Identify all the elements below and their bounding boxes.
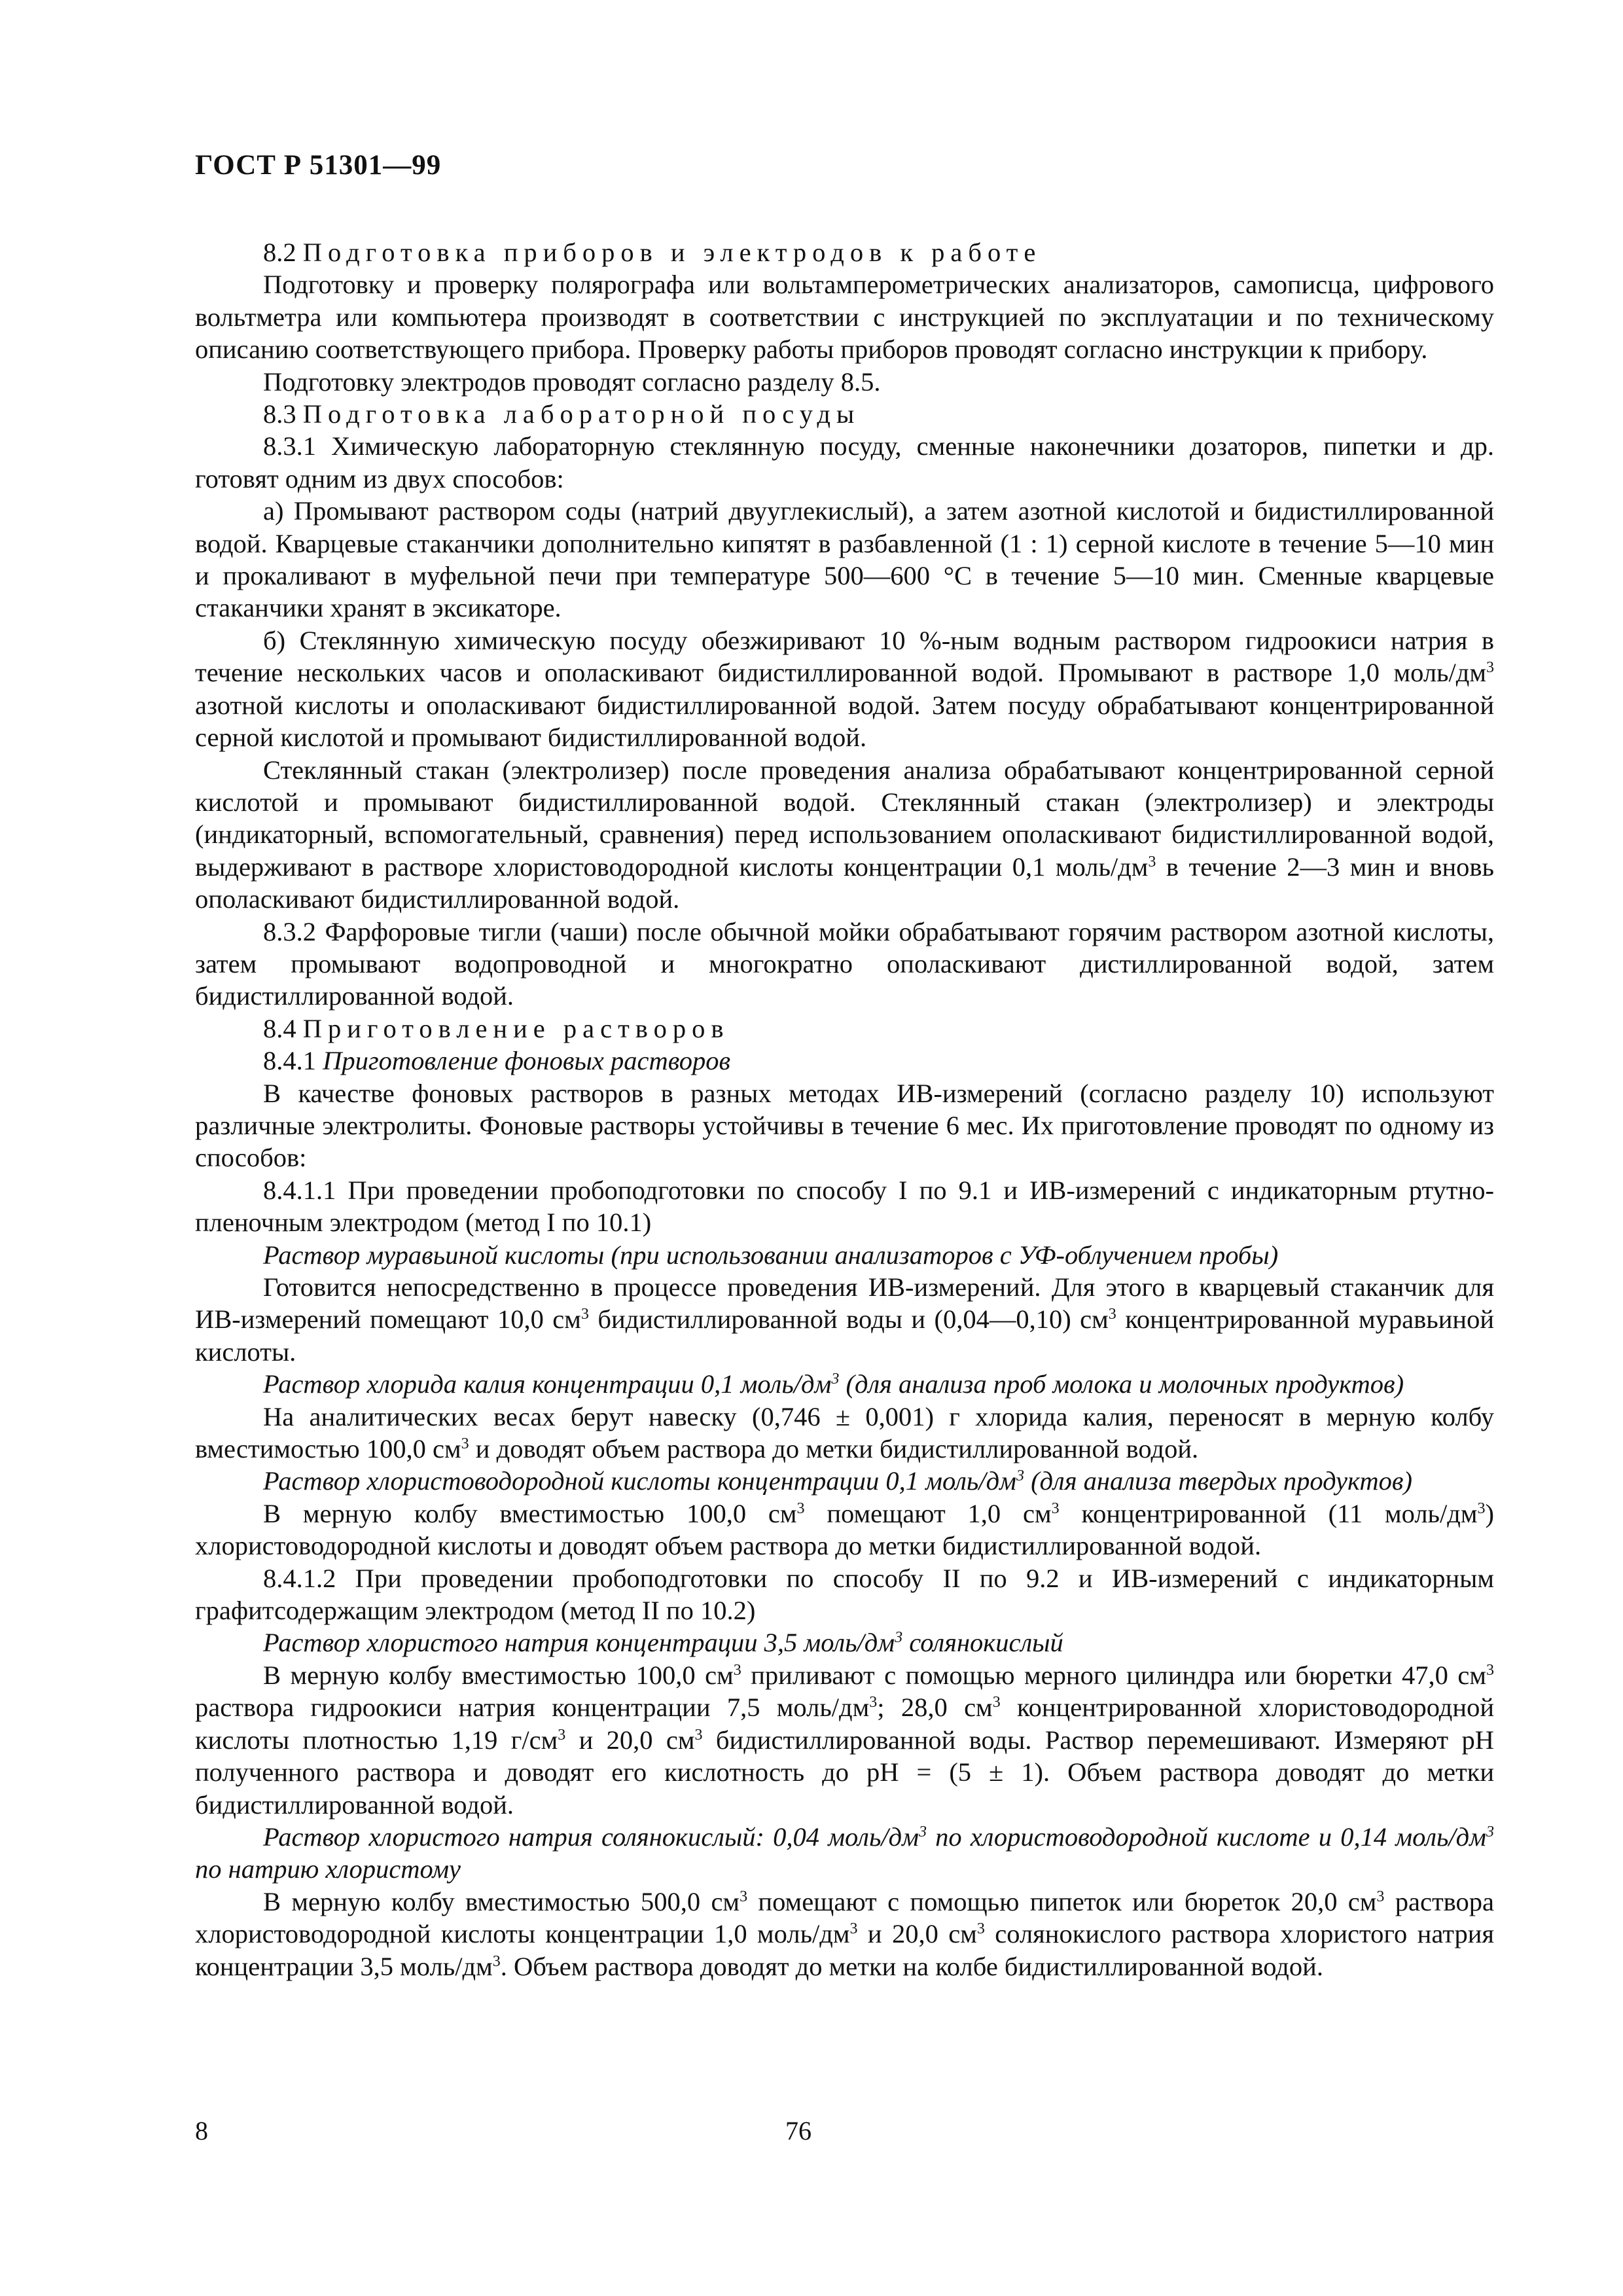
- paragraph: Подготовку и проверку полярографа или вольтамперометрических анализаторов, самописца, цифрового вольтметра или компьютера производят в соответствии с инструкцией по эксплуатации и по техническому описанию соответствующего прибора. Проверку работы приборов проводят согласно инструкции к прибору.: [195, 270, 1494, 365]
- superscript: 3: [992, 1694, 1001, 1712]
- superscript: 3: [1376, 1888, 1385, 1905]
- italic-heading: [195, 1465, 1494, 1497]
- section-heading-8-4: [195, 1013, 1494, 1045]
- superscript: 3: [1486, 1661, 1494, 1679]
- text-run: и доводят объем раствора до метки бидистиллированной водой.: [469, 1434, 1199, 1464]
- paragraph: Подготовку электродов проводят согласно разделу 8.5.: [263, 367, 881, 397]
- text-run: (для анализа твердых продуктов): [1024, 1466, 1412, 1496]
- text-run: солянокислый: [902, 1628, 1063, 1658]
- text-run: ) хлористоводородной кислоты и доводят объем раствора до метки бидистиллированной водой.: [195, 1498, 1494, 1561]
- section-heading-8-3: [195, 398, 1494, 430]
- text-run: раствора гидроокиси натрия концентрации 7,5 моль/дм: [195, 1693, 870, 1723]
- text-run: На аналитических весах берут навеску (0,746 ± 0,001) г хлорида калия, переносят в мерную колбу вместимостью 100,0 см: [195, 1401, 1494, 1464]
- text-run: ; 28,0 см: [877, 1693, 993, 1723]
- paragraph: [195, 1886, 1494, 1982]
- superscript: 3: [740, 1888, 748, 1905]
- text-run: В мерную колбу вместимостью 500,0 см: [263, 1886, 740, 1916]
- text-run: б) Стеклянную химическую посуду обезжиривают 10 %-ным водным раствором гидроокиси натрия в течение нескольких часов и ополаскивают бидистиллированной водой. Промывают в растворе 1,0 моль/дм: [195, 625, 1494, 688]
- text-run: раствора хлористоводородной кислоты концентрации 1,0 моль/дм: [195, 1886, 1494, 1949]
- paragraph: В качестве фоновых растворов в разных методах ИВ-измерений (согласно разделу 10) используют различные электролиты. Фоновые растворы устойчивы в течение 6 мес. Их приготовление проводят по одному из способов:: [195, 1078, 1494, 1173]
- subsection-title: Приготовление фоновых растворов: [323, 1046, 731, 1076]
- page-number-center: 76: [785, 2116, 812, 2145]
- paragraph: 8.4.1.1 При проведении пробоподготовки по способу I по 9.1 и ИВ-измерений с индикаторным ртутно-пленочным электродом (метод I по 10.1): [195, 1175, 1494, 1238]
- superscript: 3: [558, 1726, 566, 1744]
- page-number-left: 8: [195, 2116, 208, 2145]
- superscript: 3: [796, 1499, 805, 1517]
- text-run: и 20,0 см: [857, 1919, 977, 1949]
- text-run: бидистиллированной воды. Раствор перемешивают. Измеряют рН полученного раствора и доводят его кислотность до рН = (5 ± 1). Объем раствора доводят до метки бидистиллированной водой.: [195, 1725, 1495, 1820]
- subsection-heading: [195, 1045, 1494, 1077]
- paragraph: [195, 1271, 1494, 1368]
- text-run: . Объем раствора доводят до метки на колбе бидистиллированной водой.: [500, 1951, 1323, 1981]
- superscript: 3: [1016, 1467, 1024, 1485]
- text-run: Раствор хлористого натрия солянокислый: 0,04 моль/дм: [263, 1821, 919, 1852]
- text-run: В мерную колбу вместимостью 100,0 см: [263, 1660, 734, 1690]
- superscript: 3: [1486, 659, 1494, 677]
- paragraph: [195, 1498, 1494, 1562]
- text-run: концентрированной муравьиной кислоты.: [195, 1304, 1495, 1367]
- paragraph: [195, 754, 1494, 916]
- text-run: приливают с помощью мерного цилиндра или бюретки 47,0 см: [741, 1660, 1486, 1690]
- subsection-number: 8.4.1: [263, 1046, 316, 1076]
- document-body: [195, 236, 1494, 1982]
- italic-heading: Раствор муравьиной кислоты (при использовании анализаторов с УФ-облучением пробы): [263, 1240, 1279, 1270]
- section-heading-8-2: [195, 236, 1494, 268]
- superscript: 3: [1148, 853, 1156, 870]
- section-title: Подготовка приборов и электродов к работе: [302, 238, 1042, 267]
- superscript: 3: [492, 1952, 501, 1970]
- paragraph: [195, 1659, 1494, 1821]
- text-run: по натрию хлористому: [195, 1854, 461, 1884]
- section-number: 8.3: [263, 399, 296, 429]
- paragraph: а) Промывают раствором соды (натрий двууглекислый), а затем азотной кислотой и бидистиллированной водой. Кварцевые стаканчики дополнительно кипятят в разбавленной (1 : 1) серной кислоте в течение 5—10 мин и прокаливают в муфельной печи при температуре 500—600 °С в течение 5—10 мин. Сменные кварцевые стаканчики хранят в эксикаторе.: [195, 496, 1494, 623]
- text-run: и 20,0 см: [565, 1725, 695, 1755]
- paragraph: 8.3.2 Фарфоровые тигли (чаши) после обычной мойки обрабатывают горячим раствором азотной кислоты, затем промывают водопроводной и многократно ополаскивают дистиллированной водой, затем бидистиллированной водой.: [195, 916, 1494, 1011]
- text-run: (для анализа проб молока и молочных продуктов): [839, 1369, 1404, 1399]
- italic-heading: [195, 1626, 1494, 1659]
- italic-heading: [195, 1821, 1494, 1886]
- superscript: 3: [580, 1306, 589, 1323]
- superscript: 3: [869, 1694, 878, 1712]
- italic-heading: [195, 1368, 1494, 1400]
- paragraph: 8.3.1 Химическую лабораторную стеклянную посуду, сменные наконечники дозаторов, пипетки и др. готовят одним из двух способов:: [195, 431, 1494, 493]
- superscript: 3: [1486, 1823, 1494, 1840]
- superscript: 3: [831, 1371, 840, 1388]
- section-title: Подготовка лабораторной посуды: [302, 399, 861, 429]
- section-number: 8.4: [263, 1013, 296, 1043]
- superscript: 3: [733, 1661, 741, 1679]
- section-number: 8.2: [263, 238, 296, 267]
- text-run: Раствор хлористого натрия концентрации 3,5 моль/дм: [263, 1628, 895, 1658]
- superscript: 3: [895, 1629, 903, 1647]
- superscript: 3: [461, 1435, 469, 1453]
- text-run: в течение 2—3 мин и вновь ополаскивают бидистиллированной водой.: [195, 852, 1495, 914]
- text-run: Раствор хлорида калия концентрации 0,1 моль/дм: [263, 1369, 832, 1399]
- text-run: Стеклянный стакан (электролизер) после проведения анализа обрабатывают концентрированной серной кислотой и промывают бидистиллированной водой. Стеклянный стакан (электролизер) и электроды (индикаторный, вспомогательный, сравнения) перед использованием ополаскивают бидистиллированной водой, выдерживают в растворе хлористоводородной кислоты концентрации 0,1 моль/дм: [195, 755, 1494, 882]
- text-run: азотной кислоты и ополаскивают бидистиллированной водой. Затем посуду обрабатывают концентрированной серной кислотой и промывают бидистиллированной водой.: [195, 690, 1494, 753]
- superscript: 3: [1108, 1306, 1116, 1323]
- document-page: [195, 149, 1494, 1982]
- superscript: 3: [694, 1726, 703, 1744]
- paragraph: [195, 624, 1494, 754]
- section-title: Приготовление растворов: [302, 1013, 730, 1043]
- text-run: Готовится непосредственно в процессе проведения ИВ-измерений. Для этого в кварцевый стаканчик для ИВ-измерений помещают 10,0 см: [195, 1272, 1494, 1335]
- text-run: солянокислого раствора хлористого натрия концентрации 3,5 моль/дм: [195, 1919, 1494, 1981]
- text-run: В мерную колбу вместимостью 100,0 см: [263, 1498, 797, 1528]
- text-run: помещают 1,0 см: [804, 1498, 1052, 1528]
- superscript: 3: [1051, 1499, 1060, 1517]
- text-run: помещают с помощью пипеток или бюреток 20,0 см: [747, 1886, 1377, 1916]
- superscript: 3: [976, 1920, 985, 1938]
- paragraph: 8.4.1.2 При проведении пробоподготовки по способу II по 9.2 и ИВ-измерений с индикаторным графитсодержащим электродом (метод II по 10.2): [195, 1563, 1494, 1626]
- superscript: 3: [849, 1920, 858, 1938]
- paragraph: [195, 1401, 1494, 1465]
- text-run: концентрированной (11 моль/дм: [1059, 1498, 1478, 1528]
- text-run: концентрированной хлористоводородной кислоты плотностью 1,19 г/см: [195, 1693, 1495, 1755]
- superscript: 3: [1477, 1499, 1486, 1517]
- document-header: ГОСТ Р 51301—99: [195, 150, 442, 181]
- text-run: Раствор хлористоводородной кислоты концентрации 0,1 моль/дм: [263, 1466, 1016, 1496]
- text-run: бидистиллированной воды и (0,04—0,10) см: [588, 1304, 1109, 1335]
- text-run: по хлористоводородной кислоте и 0,14 моль/дм: [926, 1821, 1486, 1852]
- superscript: 3: [918, 1823, 927, 1840]
